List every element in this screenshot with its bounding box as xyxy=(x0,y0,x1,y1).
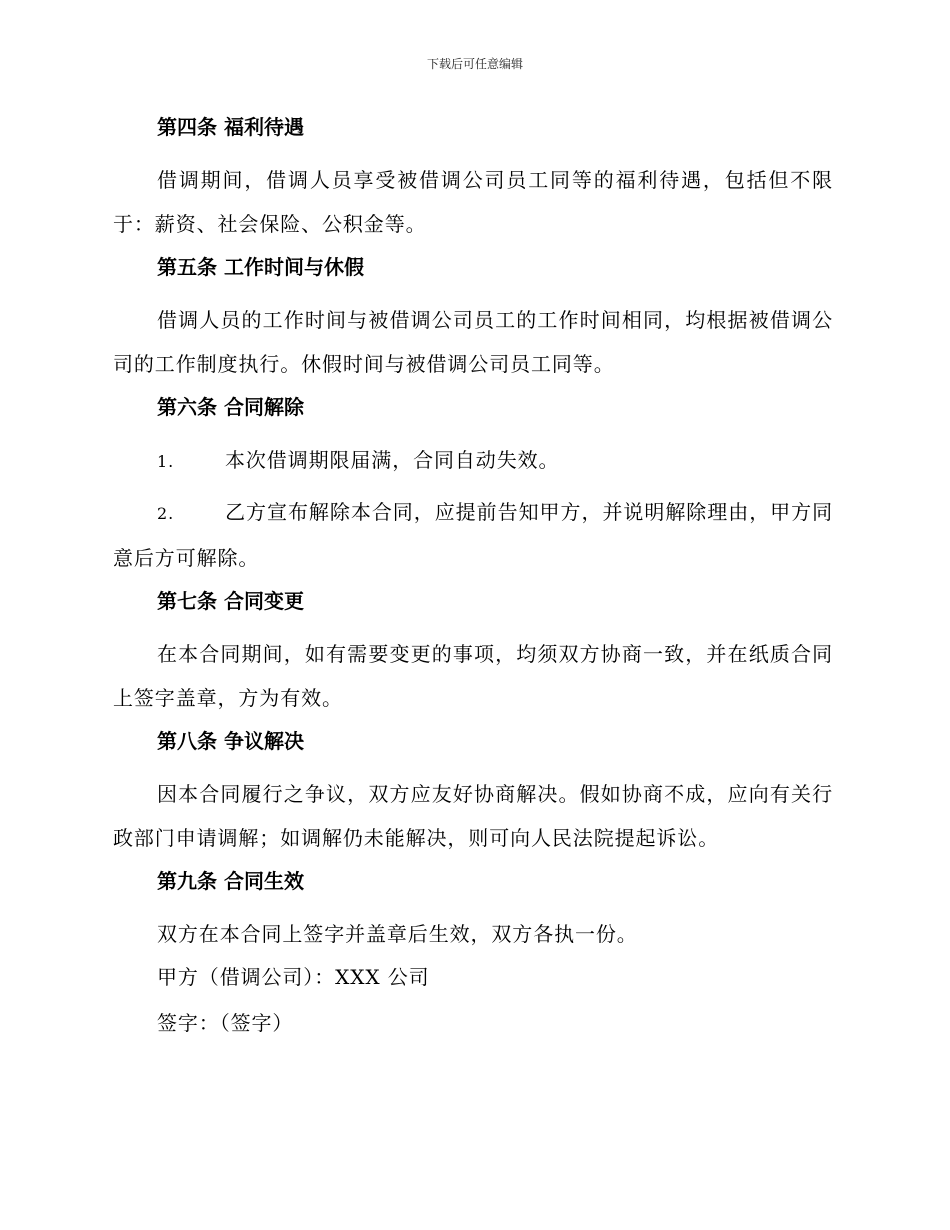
section-4-heading: 第四条 福利待遇 xyxy=(157,115,304,139)
section-6-heading: 第六条 合同解除 xyxy=(157,395,304,419)
party-a-line: 甲方（借调公司）：XXX 公司 xyxy=(157,965,430,989)
section-8-text: 因本合同履行之争议，双方应友好协商解决。假如协商不成，应向有关行政部门申请调解；如调解仍未能解决，则可向人民法院提起诉讼。 xyxy=(113,782,833,850)
item-number: 2. xyxy=(157,504,175,523)
section-8-heading: 第八条 争议解决 xyxy=(157,729,304,753)
section-6-item-2 xyxy=(113,490,833,580)
section-6-item-1 xyxy=(113,438,833,484)
signature-line: 签字：（签字） xyxy=(157,1011,294,1035)
item-text: 乙方宣布解除本合同，应提前告知甲方，并说明解除理由，甲方同意后方可解除。 xyxy=(113,500,833,570)
section-9-text: 双方在本合同上签字并盖章后生效，双方各执一份。 xyxy=(157,922,638,946)
section-7-heading: 第七条 合同变更 xyxy=(157,589,304,613)
item-text: 本次借调期限届满，合同自动失效。 xyxy=(225,448,560,472)
item-number: 1. xyxy=(157,452,175,471)
page-header: 下载后可任意编辑 xyxy=(426,57,523,71)
section-4-text: 借调期间，借调人员享受被借调公司员工同等的福利待遇，包括但不限于：薪资、社会保险、公积金等。 xyxy=(113,168,833,236)
section-7-text: 在本合同期间，如有需要变更的事项，均须双方协商一致，并在纸质合同上签字盖章，方为有效。 xyxy=(113,642,833,710)
section-5-text: 借调人员的工作时间与被借调公司员工的工作时间相同，均根据被借调公司的工作制度执行。休假时间与被借调公司员工同等。 xyxy=(113,308,833,376)
document-body xyxy=(113,112,833,1054)
section-9-heading: 第九条 合同生效 xyxy=(157,869,304,893)
section-5-heading: 第五条 工作时间与休假 xyxy=(157,255,364,279)
